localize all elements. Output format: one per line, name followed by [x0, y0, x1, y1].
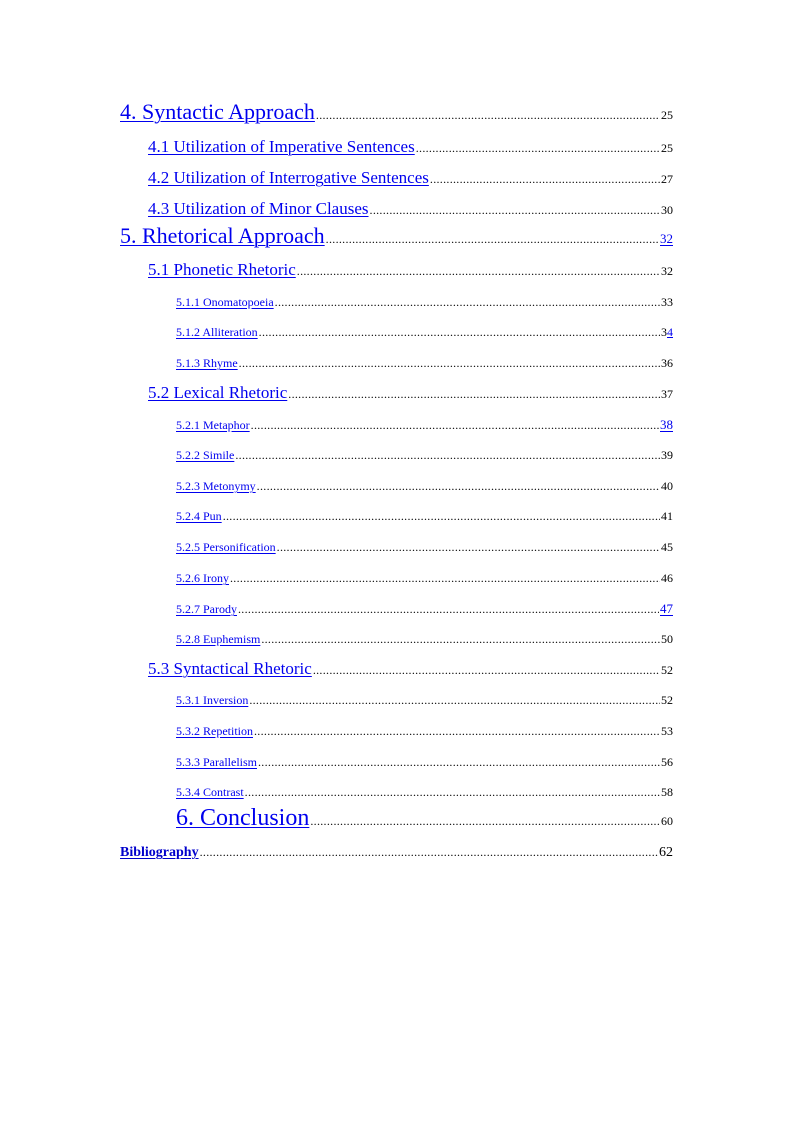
page-number: 60	[661, 814, 673, 828]
toc-link[interactable]: 5.3.2 Repetition	[176, 724, 253, 738]
dot-leader	[261, 632, 660, 647]
dot-leader	[288, 387, 660, 402]
toc-entry-onomatopoeia[interactable]	[176, 295, 673, 310]
dot-leader	[326, 232, 659, 247]
page-number: 56	[661, 755, 673, 769]
toc-link[interactable]: 5.1 Phonetic Rhetoric	[148, 260, 296, 279]
toc-link[interactable]: 5.2.2 Simile	[176, 448, 235, 462]
dot-leader	[297, 264, 660, 279]
toc-entry-euphemism[interactable]	[176, 632, 673, 647]
toc-link[interactable]: 5.3.3 Parallelism	[176, 755, 257, 769]
page-number: 36	[661, 356, 673, 370]
toc-entry-repetition[interactable]	[176, 724, 673, 739]
page-number-link[interactable]: 38	[660, 417, 673, 432]
page-number: 53	[661, 724, 673, 738]
dot-leader	[370, 203, 660, 218]
dot-leader	[258, 755, 660, 770]
toc-entry-metaphor[interactable]	[176, 417, 673, 433]
page-number: 45	[661, 540, 673, 554]
toc-entry-rhetorical-approach[interactable]	[120, 223, 673, 249]
toc-link[interactable]: 5.2.4 Pun	[176, 509, 222, 523]
toc-link[interactable]: Bibliography	[120, 845, 199, 860]
dot-leader	[239, 356, 660, 371]
toc-link[interactable]: 4.2 Utilization of Interrogative Sentences	[148, 168, 429, 187]
page-number: 30	[661, 203, 673, 217]
toc-link[interactable]: 5. Rhetorical Approach	[120, 223, 325, 248]
toc-entry-lexical-rhetoric[interactable]	[148, 383, 673, 403]
dot-leader	[249, 693, 660, 708]
page-number: 50	[661, 632, 673, 646]
toc-link[interactable]: 5.2 Lexical Rhetoric	[148, 383, 288, 402]
page-number: 39	[661, 448, 673, 462]
toc-link[interactable]: 5.1.1 Onomatopoeia	[176, 295, 274, 309]
toc-link[interactable]: 5.1.3 Rhyme	[176, 356, 238, 370]
toc-entry-parody[interactable]	[176, 601, 673, 617]
toc-entry-parallelism[interactable]	[176, 755, 673, 770]
toc-entry-alliteration[interactable]	[176, 325, 673, 340]
toc-link[interactable]: 5.1.2 Alliteration	[176, 325, 258, 339]
toc-entry-rhyme[interactable]	[176, 356, 673, 371]
toc-entry-contrast[interactable]	[176, 785, 673, 800]
toc-link[interactable]: 5.2.5 Personification	[176, 540, 276, 554]
page-number-link[interactable]: 4	[667, 325, 673, 339]
page-number: 32	[661, 264, 673, 278]
toc-entry-phonetic-rhetoric[interactable]	[148, 260, 673, 280]
toc-entry-syntactical-rhetoric[interactable]	[148, 659, 673, 679]
toc-link[interactable]: 4. Syntactic Approach	[120, 99, 315, 124]
toc-entry-personification[interactable]	[176, 540, 673, 555]
toc-link[interactable]: 5.3.4 Contrast	[176, 785, 244, 799]
toc-link[interactable]: 6. Conclusion	[176, 805, 310, 831]
dot-leader	[316, 108, 660, 123]
toc-entry-minor-clauses[interactable]	[148, 199, 673, 219]
page-number-link[interactable]: 32	[660, 231, 673, 246]
page-number: 52	[661, 693, 673, 707]
toc-link[interactable]: 5.2.7 Parody	[176, 602, 237, 616]
page-number: 25	[661, 108, 673, 122]
dot-leader	[430, 172, 660, 187]
toc-entry-metonymy[interactable]	[176, 479, 673, 494]
page-number: 52	[661, 663, 673, 677]
page-number: 46	[661, 571, 673, 585]
page-number: 62	[659, 845, 673, 860]
page-number: 25	[661, 141, 673, 155]
dot-leader	[259, 325, 660, 340]
toc-entry-pun[interactable]	[176, 509, 673, 524]
toc-entry-conclusion[interactable]	[176, 805, 673, 832]
toc-link[interactable]: 5.2.1 Metaphor	[176, 418, 250, 432]
toc-link[interactable]: 5.2.3 Metonymy	[176, 479, 256, 493]
page-number: 33	[661, 295, 673, 309]
dot-leader	[251, 418, 659, 433]
page-number-link[interactable]: 47	[660, 601, 673, 616]
dot-leader	[254, 724, 660, 739]
toc-entry-imperative-sentences[interactable]	[148, 137, 673, 157]
dot-leader	[313, 663, 660, 678]
toc-link[interactable]: 5.2.8 Euphemism	[176, 632, 261, 646]
toc-entry-syntactic-approach[interactable]	[120, 99, 673, 125]
dot-leader	[416, 141, 660, 156]
dot-leader	[223, 509, 660, 524]
toc-link[interactable]: 5.3.1 Inversion	[176, 693, 249, 707]
dot-leader	[235, 448, 660, 463]
page-number: 58	[661, 785, 673, 799]
dot-leader	[200, 845, 658, 860]
dot-leader	[238, 602, 659, 617]
dot-leader	[245, 785, 660, 800]
toc-entry-irony[interactable]	[176, 571, 673, 586]
dot-leader	[277, 540, 660, 555]
toc-link[interactable]: 4.3 Utilization of Minor Clauses	[148, 199, 369, 218]
toc-link[interactable]: 5.3 Syntactical Rhetoric	[148, 659, 312, 678]
page-number: 37	[661, 387, 673, 401]
page-number-prefix: 3	[661, 325, 667, 339]
dot-leader	[275, 295, 660, 310]
page-number: 27	[661, 172, 673, 186]
toc-entry-simile[interactable]	[176, 448, 673, 463]
toc-entry-bibliography[interactable]	[120, 845, 673, 861]
page-number: 40	[661, 479, 673, 493]
dot-leader	[257, 479, 660, 494]
toc-link[interactable]: 4.1 Utilization of Imperative Sentences	[148, 137, 415, 156]
toc-link[interactable]: 5.2.6 Irony	[176, 571, 229, 585]
toc-entry-inversion[interactable]	[176, 693, 673, 708]
dot-leader	[230, 571, 660, 586]
page-number: 41	[661, 509, 673, 523]
dot-leader	[310, 814, 660, 829]
page-number	[661, 325, 673, 340]
toc-entry-interrogative-sentences[interactable]	[148, 168, 673, 188]
